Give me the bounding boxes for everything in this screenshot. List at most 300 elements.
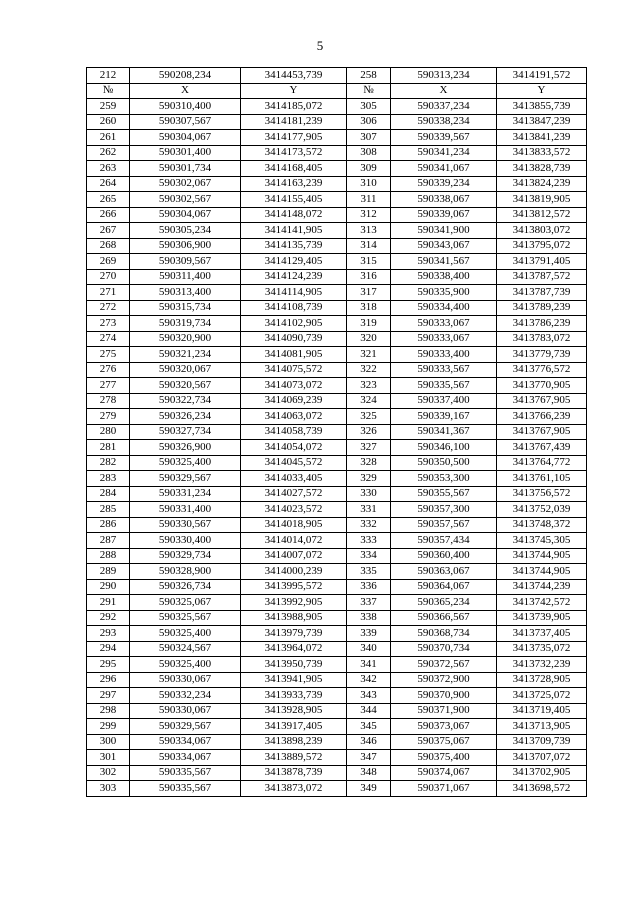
table-row xyxy=(87,300,587,316)
point-number-cell: 267 xyxy=(87,223,130,239)
point-number-cell: 328 xyxy=(347,455,391,471)
y-coordinate-cell: 3413789,239 xyxy=(497,300,587,316)
point-number-cell: 292 xyxy=(87,610,130,626)
point-number-cell: 261 xyxy=(87,130,130,146)
y-coordinate-cell: 3414054,072 xyxy=(241,440,347,456)
x-coordinate-cell: 590333,067 xyxy=(391,316,497,332)
y-coordinate-cell: 3413812,572 xyxy=(497,207,587,223)
y-coordinate-cell: 3413979,739 xyxy=(241,626,347,642)
y-coordinate-cell: 3413713,905 xyxy=(497,719,587,735)
y-coordinate-cell: 3413819,905 xyxy=(497,192,587,208)
table-row xyxy=(87,455,587,471)
x-coordinate-cell: 590335,900 xyxy=(391,285,497,301)
y-coordinate-cell: 3413950,739 xyxy=(241,657,347,673)
point-number-cell: 313 xyxy=(347,223,391,239)
point-number-cell: 314 xyxy=(347,238,391,254)
y-coordinate-cell: 3413709,739 xyxy=(497,734,587,750)
point-number-cell: 300 xyxy=(87,734,130,750)
y-coordinate-cell: 3414090,739 xyxy=(241,331,347,347)
y-coordinate-cell: 3413728,905 xyxy=(497,672,587,688)
point-number-cell: 277 xyxy=(87,378,130,394)
x-coordinate-cell: 590366,567 xyxy=(391,610,497,626)
point-number-cell: 341 xyxy=(347,657,391,673)
table-row xyxy=(87,161,587,177)
y-coordinate-cell: 3414045,572 xyxy=(241,455,347,471)
table-row xyxy=(87,145,587,161)
x-coordinate-cell: 590306,900 xyxy=(130,238,241,254)
point-number-cell: 307 xyxy=(347,130,391,146)
y-coordinate-cell: 3414081,905 xyxy=(241,347,347,363)
y-coordinate-cell: 3413748,372 xyxy=(497,517,587,533)
y-coordinate-cell: 3413735,072 xyxy=(497,641,587,657)
y-coordinate-cell: 3413855,739 xyxy=(497,99,587,115)
x-coordinate-cell: 590330,067 xyxy=(130,703,241,719)
point-number-cell: 339 xyxy=(347,626,391,642)
y-coordinate-cell: 3414063,072 xyxy=(241,409,347,425)
point-number-cell: 291 xyxy=(87,595,130,611)
x-coordinate-cell: 590370,734 xyxy=(391,641,497,657)
x-coordinate-cell: 590365,234 xyxy=(391,595,497,611)
x-coordinate-cell: 590305,234 xyxy=(130,223,241,239)
point-number-cell: 310 xyxy=(347,176,391,192)
point-number-cell: 266 xyxy=(87,207,130,223)
x-coordinate-cell: 590315,734 xyxy=(130,300,241,316)
x-coordinate-cell: 590364,067 xyxy=(391,579,497,595)
point-number-cell: 331 xyxy=(347,502,391,518)
point-number-cell: 293 xyxy=(87,626,130,642)
y-coordinate-cell: 3414185,072 xyxy=(241,99,347,115)
y-coordinate-cell: 3414108,739 xyxy=(241,300,347,316)
table-row xyxy=(87,316,587,332)
y-coordinate-cell: 3413992,905 xyxy=(241,595,347,611)
x-coordinate-cell: 590325,400 xyxy=(130,626,241,642)
y-coordinate-cell: 3414129,405 xyxy=(241,254,347,270)
y-coordinate-cell: 3414163,239 xyxy=(241,176,347,192)
point-number-cell: 295 xyxy=(87,657,130,673)
table-row xyxy=(87,750,587,766)
x-coordinate-cell: 590338,400 xyxy=(391,269,497,285)
table-row xyxy=(87,471,587,487)
point-number-cell: 333 xyxy=(347,533,391,549)
page-number: 5 xyxy=(316,38,324,53)
point-number-cell: 306 xyxy=(347,114,391,130)
point-number-cell: 335 xyxy=(347,564,391,580)
point-number-cell: 329 xyxy=(347,471,391,487)
table-row xyxy=(87,703,587,719)
y-coordinate-cell: 3413766,239 xyxy=(497,409,587,425)
table-row xyxy=(87,564,587,580)
table-row xyxy=(87,641,587,657)
table-row xyxy=(87,393,587,409)
y-coordinate-cell: 3413752,039 xyxy=(497,502,587,518)
point-number-cell: 262 xyxy=(87,145,130,161)
x-coordinate-cell: 590326,234 xyxy=(130,409,241,425)
y-coordinate-cell: 3414155,405 xyxy=(241,192,347,208)
x-coordinate-cell: 590341,367 xyxy=(391,424,497,440)
y-coordinate-cell: 3413787,739 xyxy=(497,285,587,301)
x-coordinate-cell: 590325,567 xyxy=(130,610,241,626)
x-coordinate-cell: 590339,167 xyxy=(391,409,497,425)
y-coordinate-cell: 3413988,905 xyxy=(241,610,347,626)
table-row xyxy=(87,502,587,518)
table-row xyxy=(87,99,587,115)
x-coordinate-cell: 590363,067 xyxy=(391,564,497,580)
y-coordinate-cell: 3413702,905 xyxy=(497,765,587,781)
y-coordinate-cell: 3414007,072 xyxy=(241,548,347,564)
point-number-cell: 330 xyxy=(347,486,391,502)
table-row xyxy=(87,254,587,270)
x-coordinate-cell: 590370,900 xyxy=(391,688,497,704)
point-number-cell: 290 xyxy=(87,579,130,595)
y-coordinate-cell: 3414135,739 xyxy=(241,238,347,254)
x-coordinate-cell: 590328,900 xyxy=(130,564,241,580)
x-coordinate-cell: 590301,734 xyxy=(130,161,241,177)
y-coordinate-cell: 3413928,905 xyxy=(241,703,347,719)
point-number-cell: 349 xyxy=(347,781,391,797)
x-coordinate-cell: 590304,067 xyxy=(130,130,241,146)
point-number-cell: 280 xyxy=(87,424,130,440)
y-coordinate-cell: 3413732,239 xyxy=(497,657,587,673)
point-number-cell: 334 xyxy=(347,548,391,564)
y-coordinate-cell: 3414173,572 xyxy=(241,145,347,161)
y-coordinate-cell: 3413779,739 xyxy=(497,347,587,363)
point-number-cell: 324 xyxy=(347,393,391,409)
table-row xyxy=(87,765,587,781)
point-number-cell: 284 xyxy=(87,486,130,502)
point-number-cell: 337 xyxy=(347,595,391,611)
point-number-cell: 272 xyxy=(87,300,130,316)
point-number-cell: 318 xyxy=(347,300,391,316)
y-coordinate-cell: 3413898,239 xyxy=(241,734,347,750)
point-number-cell: 342 xyxy=(347,672,391,688)
point-number-cell: 319 xyxy=(347,316,391,332)
table-row xyxy=(87,440,587,456)
point-number-cell: 302 xyxy=(87,765,130,781)
table-row xyxy=(87,734,587,750)
point-number-cell: 303 xyxy=(87,781,130,797)
point-number-cell: 301 xyxy=(87,750,130,766)
header-number: № xyxy=(87,83,130,99)
header-x: X xyxy=(130,83,241,99)
table-row xyxy=(87,238,587,254)
x-coordinate-cell: 590311,400 xyxy=(130,269,241,285)
point-number-cell: 338 xyxy=(347,610,391,626)
point-number-cell: 312 xyxy=(347,207,391,223)
x-coordinate-cell: 590302,067 xyxy=(130,176,241,192)
x-coordinate-cell: 590326,900 xyxy=(130,440,241,456)
table-row xyxy=(87,347,587,363)
y-coordinate-cell: 3413737,405 xyxy=(497,626,587,642)
point-number-cell: 345 xyxy=(347,719,391,735)
y-coordinate-cell: 3414023,572 xyxy=(241,502,347,518)
point-number-cell: 279 xyxy=(87,409,130,425)
x-coordinate-cell: 590304,067 xyxy=(130,207,241,223)
x-coordinate-cell: 590335,567 xyxy=(130,781,241,797)
y-coordinate-cell: 3414141,905 xyxy=(241,223,347,239)
table-row xyxy=(87,657,587,673)
x-coordinate-cell: 590373,067 xyxy=(391,719,497,735)
table-row xyxy=(87,331,587,347)
x-coordinate-cell: 590325,067 xyxy=(130,595,241,611)
x-coordinate-cell: 590334,400 xyxy=(391,300,497,316)
point-number-cell: 315 xyxy=(347,254,391,270)
table-row xyxy=(87,362,587,378)
y-coordinate-cell: 3414069,239 xyxy=(241,393,347,409)
y-coordinate-cell: 3413828,739 xyxy=(497,161,587,177)
point-number-cell: 264 xyxy=(87,176,130,192)
y-coordinate-cell: 3414000,239 xyxy=(241,564,347,580)
point-number-cell: 344 xyxy=(347,703,391,719)
y-coordinate-cell: 3413767,439 xyxy=(497,440,587,456)
x-coordinate-cell: 590330,567 xyxy=(130,517,241,533)
point-number-cell: 299 xyxy=(87,719,130,735)
point-number-cell: 311 xyxy=(347,192,391,208)
y-coordinate-cell: 3413917,405 xyxy=(241,719,347,735)
x-coordinate-cell: 590331,400 xyxy=(130,502,241,518)
x-coordinate-cell: 590302,567 xyxy=(130,192,241,208)
point-number-cell: 265 xyxy=(87,192,130,208)
table-row xyxy=(87,719,587,735)
x-coordinate-cell: 590320,067 xyxy=(130,362,241,378)
point-number-cell: 298 xyxy=(87,703,130,719)
y-coordinate-cell: 3413698,572 xyxy=(497,781,587,797)
point-number-cell: 282 xyxy=(87,455,130,471)
x-coordinate-cell: 590334,067 xyxy=(130,750,241,766)
x-coordinate-cell: 590331,234 xyxy=(130,486,241,502)
y-coordinate-cell: 3414177,905 xyxy=(241,130,347,146)
x-coordinate-cell: 590329,567 xyxy=(130,719,241,735)
point-number-cell: 348 xyxy=(347,765,391,781)
x-coordinate-cell: 590313,234 xyxy=(391,68,497,84)
y-coordinate-cell: 3414027,572 xyxy=(241,486,347,502)
x-coordinate-cell: 590339,567 xyxy=(391,130,497,146)
point-number-cell: 276 xyxy=(87,362,130,378)
point-number-cell: 322 xyxy=(347,362,391,378)
x-coordinate-cell: 590339,067 xyxy=(391,207,497,223)
point-number-cell: 336 xyxy=(347,579,391,595)
point-number-cell: 308 xyxy=(347,145,391,161)
point-number-cell: 278 xyxy=(87,393,130,409)
y-coordinate-cell: 3413787,572 xyxy=(497,269,587,285)
point-number-cell: 260 xyxy=(87,114,130,130)
point-number-cell: 258 xyxy=(347,68,391,84)
x-coordinate-cell: 590309,567 xyxy=(130,254,241,270)
y-coordinate-cell: 3413824,239 xyxy=(497,176,587,192)
y-coordinate-cell: 3414453,739 xyxy=(241,68,347,84)
x-coordinate-cell: 590353,300 xyxy=(391,471,497,487)
y-coordinate-cell: 3413742,572 xyxy=(497,595,587,611)
point-number-cell: 283 xyxy=(87,471,130,487)
table-row xyxy=(87,672,587,688)
y-coordinate-cell: 3413786,239 xyxy=(497,316,587,332)
table-row xyxy=(87,409,587,425)
table-row xyxy=(87,223,587,239)
y-coordinate-cell: 3414181,239 xyxy=(241,114,347,130)
y-coordinate-cell: 3414124,239 xyxy=(241,269,347,285)
x-coordinate-cell: 590319,734 xyxy=(130,316,241,332)
table-row xyxy=(87,579,587,595)
x-coordinate-cell: 590372,567 xyxy=(391,657,497,673)
x-coordinate-cell: 590334,067 xyxy=(130,734,241,750)
x-coordinate-cell: 590360,400 xyxy=(391,548,497,564)
header-number: № xyxy=(347,83,391,99)
x-coordinate-cell: 590324,567 xyxy=(130,641,241,657)
y-coordinate-cell: 3413791,405 xyxy=(497,254,587,270)
point-number-cell: 286 xyxy=(87,517,130,533)
table-row xyxy=(87,114,587,130)
x-coordinate-cell: 590375,400 xyxy=(391,750,497,766)
y-coordinate-cell: 3413770,905 xyxy=(497,378,587,394)
y-coordinate-cell: 3414014,072 xyxy=(241,533,347,549)
x-coordinate-cell: 590326,734 xyxy=(130,579,241,595)
y-coordinate-cell: 3413764,772 xyxy=(497,455,587,471)
y-coordinate-cell: 3413756,572 xyxy=(497,486,587,502)
y-coordinate-cell: 3413889,572 xyxy=(241,750,347,766)
header-y: Y xyxy=(497,83,587,99)
y-coordinate-cell: 3413744,905 xyxy=(497,564,587,580)
x-coordinate-cell: 590325,400 xyxy=(130,657,241,673)
x-coordinate-cell: 590332,234 xyxy=(130,688,241,704)
point-number-cell: 212 xyxy=(87,68,130,84)
point-number-cell: 263 xyxy=(87,161,130,177)
x-coordinate-cell: 590357,300 xyxy=(391,502,497,518)
x-coordinate-cell: 590339,234 xyxy=(391,176,497,192)
y-coordinate-cell: 3413744,239 xyxy=(497,579,587,595)
x-coordinate-cell: 590333,567 xyxy=(391,362,497,378)
y-coordinate-cell: 3413941,905 xyxy=(241,672,347,688)
y-coordinate-cell: 3413783,072 xyxy=(497,331,587,347)
y-coordinate-cell: 3414114,905 xyxy=(241,285,347,301)
y-coordinate-cell: 3413707,072 xyxy=(497,750,587,766)
point-number-cell: 325 xyxy=(347,409,391,425)
y-coordinate-cell: 3413803,072 xyxy=(497,223,587,239)
x-coordinate-cell: 590320,900 xyxy=(130,331,241,347)
point-number-cell: 346 xyxy=(347,734,391,750)
y-coordinate-cell: 3414075,572 xyxy=(241,362,347,378)
y-coordinate-cell: 3413745,305 xyxy=(497,533,587,549)
point-number-cell: 326 xyxy=(347,424,391,440)
table-row xyxy=(87,285,587,301)
point-number-cell: 309 xyxy=(347,161,391,177)
point-number-cell: 327 xyxy=(347,440,391,456)
table-row xyxy=(87,486,587,502)
x-coordinate-cell: 590338,067 xyxy=(391,192,497,208)
x-coordinate-cell: 590327,734 xyxy=(130,424,241,440)
y-coordinate-cell: 3414102,905 xyxy=(241,316,347,332)
header-y: Y xyxy=(241,83,347,99)
x-coordinate-cell: 590341,567 xyxy=(391,254,497,270)
x-coordinate-cell: 590341,234 xyxy=(391,145,497,161)
y-coordinate-cell: 3413964,072 xyxy=(241,641,347,657)
y-coordinate-cell: 3413739,905 xyxy=(497,610,587,626)
header-x: X xyxy=(391,83,497,99)
x-coordinate-cell: 590337,400 xyxy=(391,393,497,409)
x-coordinate-cell: 590338,234 xyxy=(391,114,497,130)
y-coordinate-cell: 3413767,905 xyxy=(497,393,587,409)
point-number-cell: 259 xyxy=(87,99,130,115)
point-number-cell: 343 xyxy=(347,688,391,704)
y-coordinate-cell: 3414073,072 xyxy=(241,378,347,394)
y-coordinate-cell: 3413841,239 xyxy=(497,130,587,146)
table-row xyxy=(87,533,587,549)
table-row xyxy=(87,517,587,533)
table-row xyxy=(87,626,587,642)
point-number-cell: 294 xyxy=(87,641,130,657)
x-coordinate-cell: 590329,734 xyxy=(130,548,241,564)
y-coordinate-cell: 3414148,072 xyxy=(241,207,347,223)
point-number-cell: 340 xyxy=(347,641,391,657)
y-coordinate-cell: 3413719,405 xyxy=(497,703,587,719)
table-row xyxy=(87,548,587,564)
y-coordinate-cell: 3413761,105 xyxy=(497,471,587,487)
table-row xyxy=(87,610,587,626)
x-coordinate-cell: 590350,500 xyxy=(391,455,497,471)
x-coordinate-cell: 590371,900 xyxy=(391,703,497,719)
table-row xyxy=(87,595,587,611)
x-coordinate-cell: 590313,400 xyxy=(130,285,241,301)
y-coordinate-cell: 3414018,905 xyxy=(241,517,347,533)
point-number-cell: 268 xyxy=(87,238,130,254)
x-coordinate-cell: 590355,567 xyxy=(391,486,497,502)
table-row xyxy=(87,207,587,223)
x-coordinate-cell: 590341,067 xyxy=(391,161,497,177)
coordinates-table-body xyxy=(87,68,587,797)
x-coordinate-cell: 590346,100 xyxy=(391,440,497,456)
table-row xyxy=(87,176,587,192)
y-coordinate-cell: 3414168,405 xyxy=(241,161,347,177)
x-coordinate-cell: 590321,234 xyxy=(130,347,241,363)
x-coordinate-cell: 590333,400 xyxy=(391,347,497,363)
table-row xyxy=(87,424,587,440)
table-row xyxy=(87,130,587,146)
table-row xyxy=(87,781,587,797)
x-coordinate-cell: 590322,734 xyxy=(130,393,241,409)
x-coordinate-cell: 590301,400 xyxy=(130,145,241,161)
x-coordinate-cell: 590372,900 xyxy=(391,672,497,688)
point-number-cell: 281 xyxy=(87,440,130,456)
point-number-cell: 287 xyxy=(87,533,130,549)
y-coordinate-cell: 3413995,572 xyxy=(241,579,347,595)
y-coordinate-cell: 3413878,739 xyxy=(241,765,347,781)
y-coordinate-cell: 3414033,405 xyxy=(241,471,347,487)
x-coordinate-cell: 590310,400 xyxy=(130,99,241,115)
y-coordinate-cell: 3414191,572 xyxy=(497,68,587,84)
x-coordinate-cell: 590341,900 xyxy=(391,223,497,239)
x-coordinate-cell: 590330,067 xyxy=(130,672,241,688)
table-header-row xyxy=(87,83,587,99)
x-coordinate-cell: 590335,567 xyxy=(391,378,497,394)
y-coordinate-cell: 3413744,905 xyxy=(497,548,587,564)
point-number-cell: 347 xyxy=(347,750,391,766)
x-coordinate-cell: 590357,567 xyxy=(391,517,497,533)
point-number-cell: 305 xyxy=(347,99,391,115)
point-number-cell: 317 xyxy=(347,285,391,301)
point-number-cell: 289 xyxy=(87,564,130,580)
point-number-cell: 323 xyxy=(347,378,391,394)
x-coordinate-cell: 590335,567 xyxy=(130,765,241,781)
x-coordinate-cell: 590375,067 xyxy=(391,734,497,750)
table-row xyxy=(87,192,587,208)
x-coordinate-cell: 590208,234 xyxy=(130,68,241,84)
point-number-cell: 285 xyxy=(87,502,130,518)
point-number-cell: 269 xyxy=(87,254,130,270)
y-coordinate-cell: 3413833,572 xyxy=(497,145,587,161)
y-coordinate-cell: 3413933,739 xyxy=(241,688,347,704)
x-coordinate-cell: 590333,067 xyxy=(391,331,497,347)
point-number-cell: 296 xyxy=(87,672,130,688)
x-coordinate-cell: 590368,734 xyxy=(391,626,497,642)
y-coordinate-cell: 3413847,239 xyxy=(497,114,587,130)
